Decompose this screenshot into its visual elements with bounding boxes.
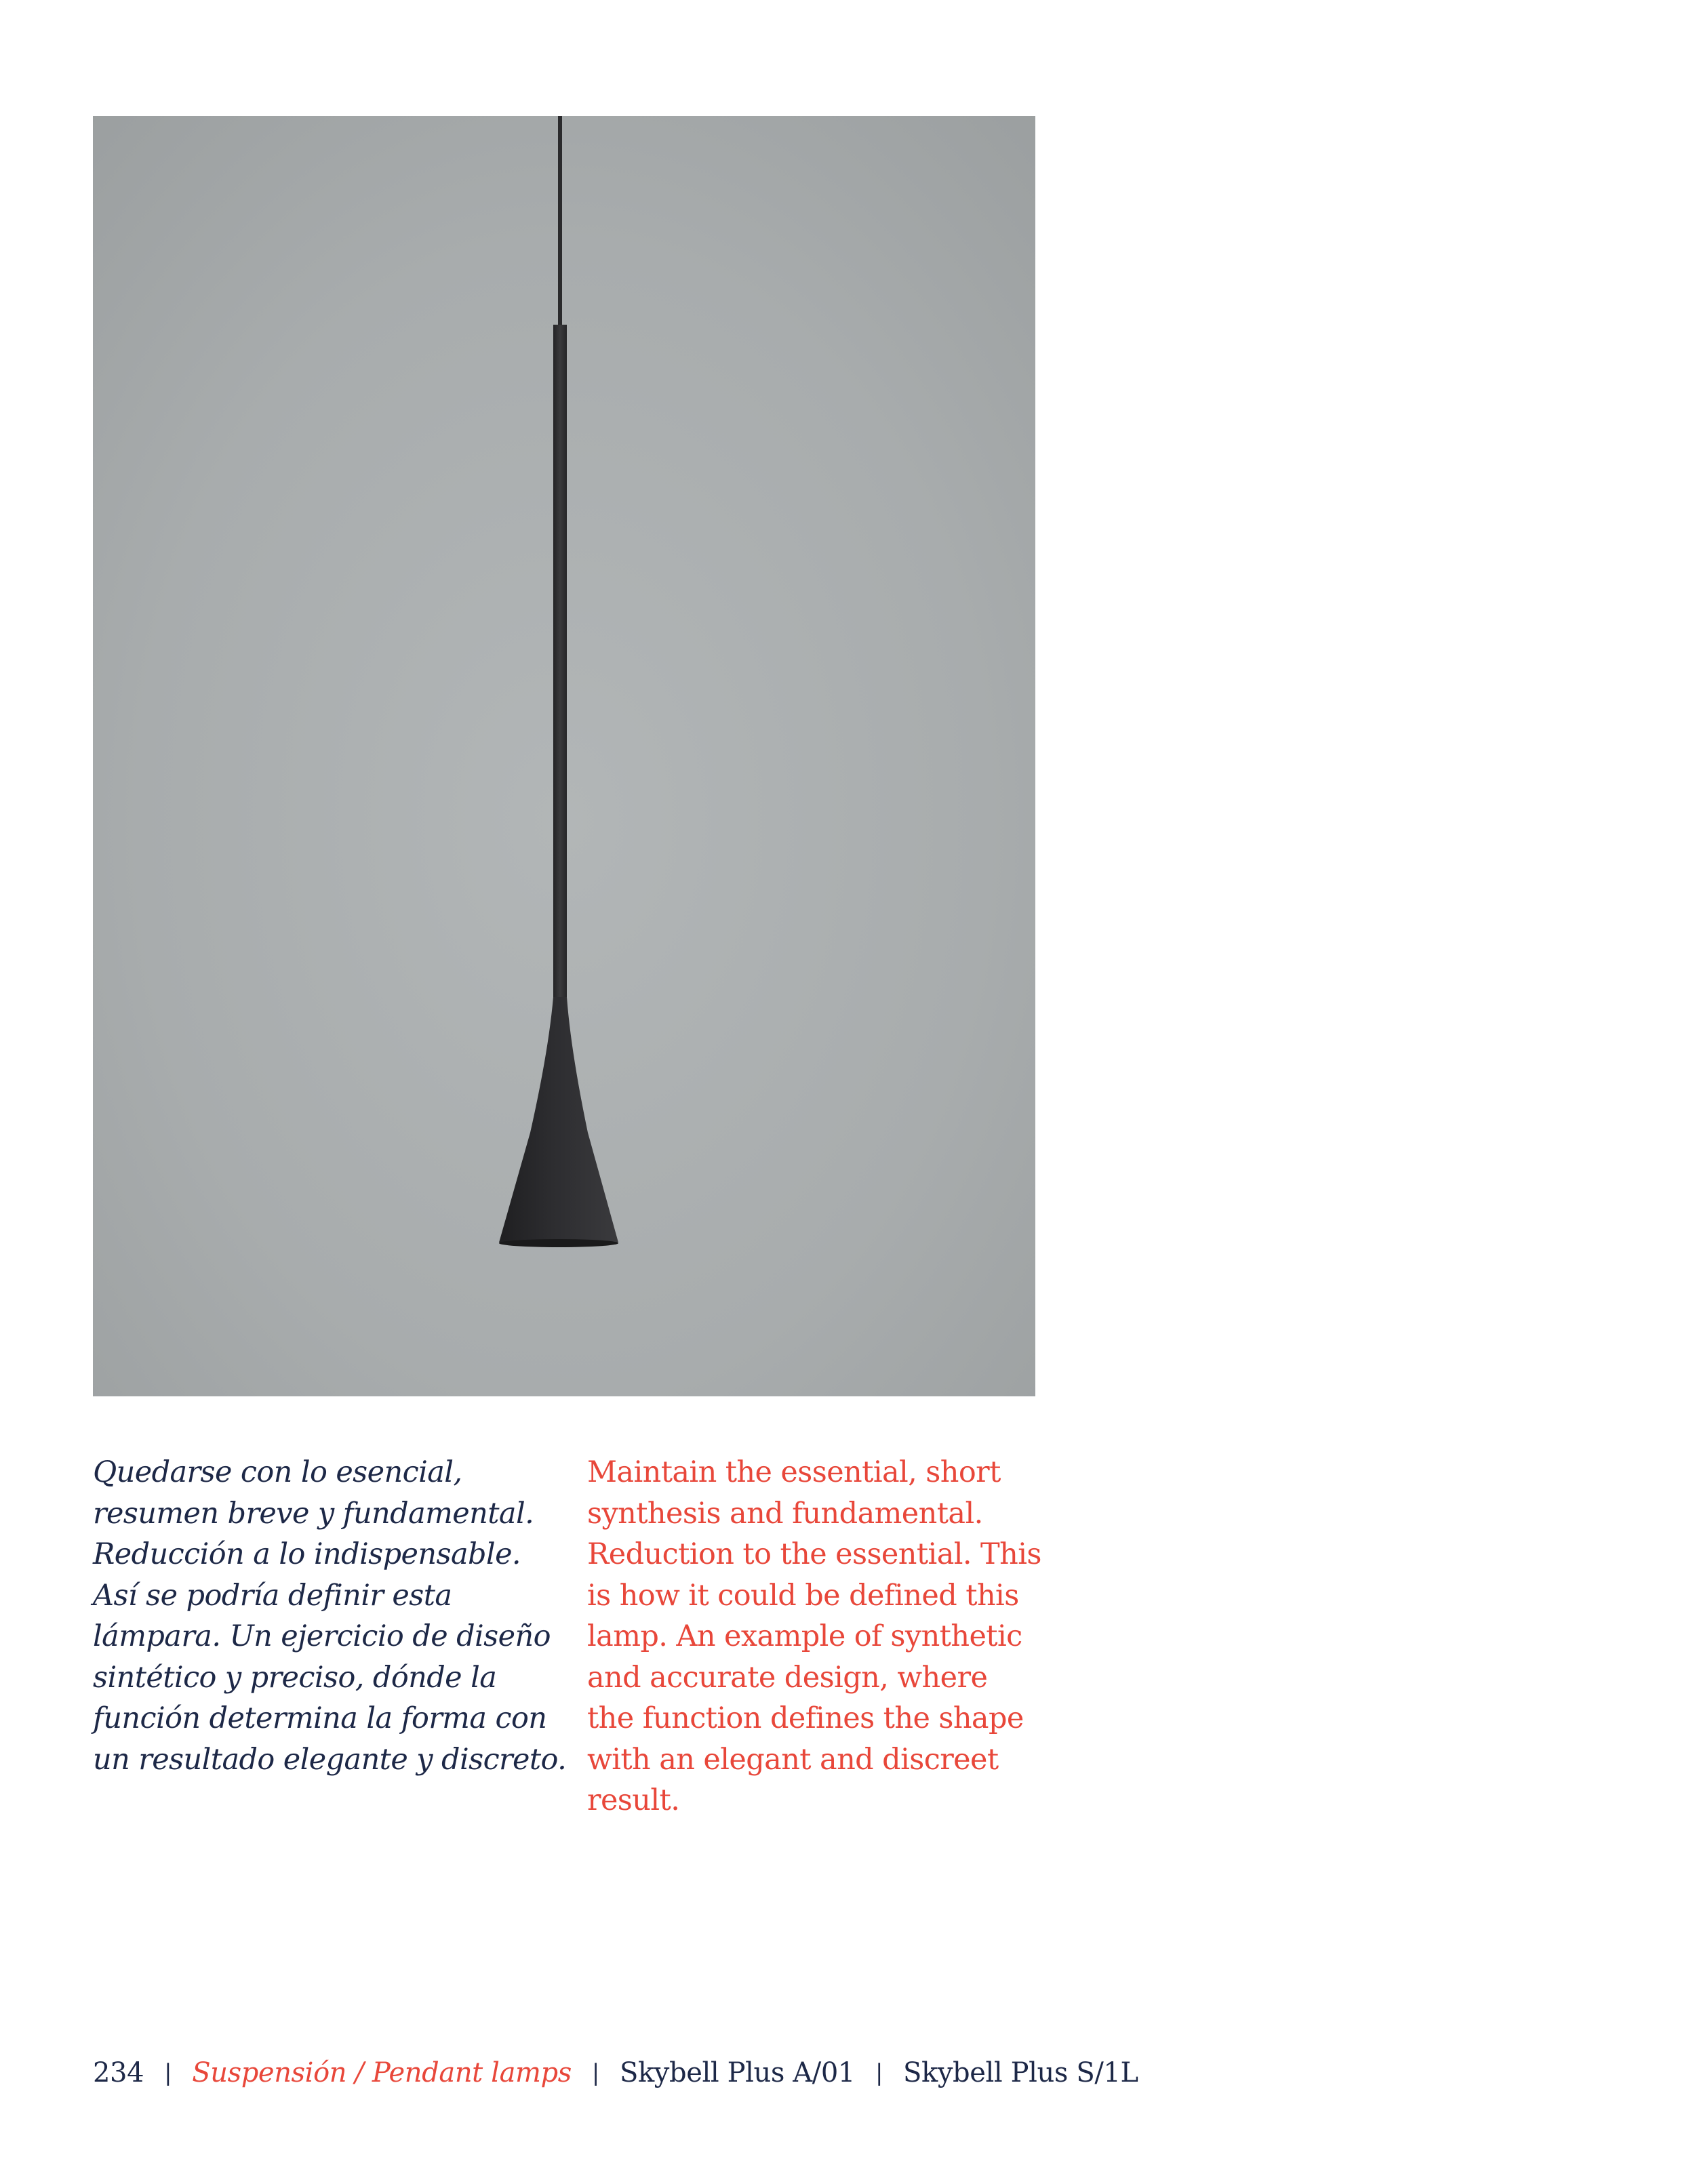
page-number: 234 (93, 2057, 144, 2088)
product-name: Skybell Plus A/01 (619, 2057, 855, 2088)
pendant-lamp-image (93, 116, 1035, 1396)
footer-separator: | (164, 2059, 172, 2086)
page-footer (93, 2054, 1138, 2092)
lamp-stem (553, 325, 567, 1004)
product-name: Skybell Plus S/1L (903, 2057, 1138, 2088)
description-english: Maintain the essential, short synthesis and fundamental. Reduction to the essential. This is how it could be defined this lamp. An example of synthetic and accurate design, where the function defines the shape with an elegant and discreet result. (587, 1455, 1041, 1817)
footer-separator: | (875, 2059, 883, 2086)
footer-separator: | (591, 2059, 599, 2086)
lamp-cable (558, 116, 562, 326)
description-spanish: Quedarse con lo esencial, resumen breve y fundamental. Reducción a lo indispensable. Así se podría definir esta lámpara. Un ejercicio de diseño sintético y preciso, dónde la función determina la forma con un resultado elegante y discreto. (93, 1455, 567, 1777)
section-title: Suspensión / Pendant lamps (192, 2057, 572, 2088)
product-photo (93, 116, 1035, 1396)
